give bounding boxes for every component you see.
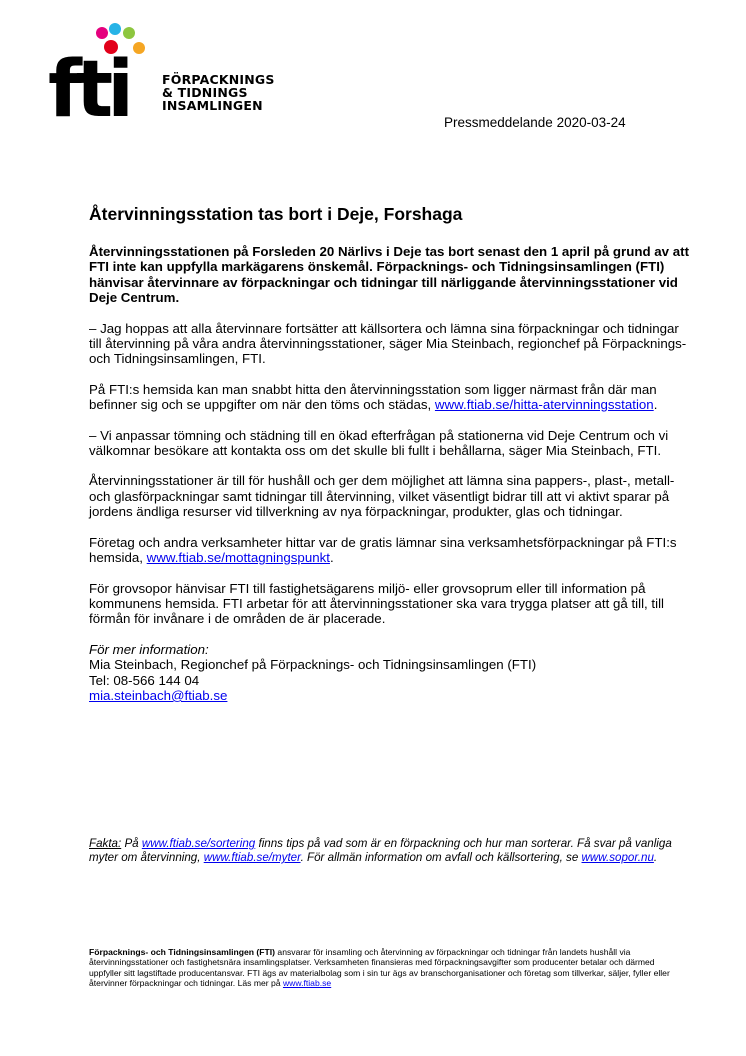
press-release-date: Pressmeddelande 2020-03-24 [444, 115, 626, 130]
paragraph-bulky-waste: För grovsopor hänvisar FTI till fastighetsägarens miljö- eller grovsoprum eller till information på kommunens hemsida. FTI arbetar för att återvinningsstationer ska vara trygga platser att gå till, till förmån för invånare i de områden de är placerade. [89, 580, 664, 627]
contact-heading: För mer information: [89, 641, 209, 657]
paragraph-businesses [89, 535, 689, 566]
page-title: Återvinningsstation tas bort i Deje, Forshaga [89, 204, 463, 224]
fakta-label: Fakta: [89, 837, 122, 850]
punctuation: . [653, 397, 658, 413]
fakta-box [89, 837, 689, 865]
about-text: ansvarar för insamling och återvinning av förpackningar och tidningar från landets hushåll via återvinningsstationer och fastighetsnära insamlingsplatser. Verksamheten finansieras med förpackningsavgifter som producenter betalar och därmed uppfyller sitt lagstiftade producentansvar. FTI ägs av materialbolag som i sin tur ägs av branschorganisationer och företag som tillverkar, säljer, fyller eller återvinner förpackningar och tidningar. Läs mer på [89, 947, 670, 989]
logo-line-3: INSAMLINGEN [162, 98, 263, 113]
contact-block [89, 642, 689, 704]
contact-email-link[interactable]: mia.steinbach@ftiab.se [89, 687, 228, 703]
logo-dot-orange [133, 42, 145, 54]
fti-logo-mark [48, 22, 168, 122]
logo-line-1: FÖRPACKNINGS [162, 72, 275, 87]
lead-paragraph: Återvinningsstationen på Forsleden 20 Närlivs i Deje tas bort senast den 1 april på grund av att FTI inte kan uppfylla markägarens önskemål. Förpacknings- och Tidningsinsamlingen (FTI) hänvisar återvinnare av förpackningar och tidningar till närliggande återvinningsstationer vid Deje Centrum. [89, 244, 689, 306]
paragraph-station-finder [89, 382, 689, 413]
logo-dot-pink [96, 27, 108, 39]
paragraph-stations-info: Återvinningsstationer är till för hushåll och ger dem möjlighet att lämna sina pappers-, plast-, metall- och glasförpackningar samt tidningar till återvinning, vilket väsentligt bidrar till att vi aktivt sparar på jordens ändliga resurser vid tillverkning av nya förpackningar, produkter, glas och tidningar. [89, 473, 675, 520]
about-fti [89, 947, 689, 989]
sorting-link[interactable]: www.ftiab.se/sortering [141, 837, 256, 850]
paragraph-text: Företag och andra verksamheter hittar var de gratis lämnar sina verksamhetsförpackningar på FTI:s hemsida, [89, 534, 677, 566]
collection-point-link[interactable]: www.ftiab.se/mottagningspunkt [146, 550, 330, 566]
fakta-text: . För allmän information om avfall och källsortering, se [300, 851, 582, 864]
quote-paragraph-1: – Jag hoppas att alla återvinnare fortsätter att källsortera och lämna sina förpackningar och tidningar till återvinning på våra andra återvinningsstationer, säger Mia Steinbach, regionchef på Förpacknings- och Tidningsinsamlingen, FTI. [89, 320, 687, 367]
contact-phone: Tel: 08-566 144 04 [89, 672, 200, 688]
logo-letters: fti [48, 45, 128, 122]
sopor-link[interactable]: www.sopor.nu [581, 851, 654, 864]
myths-link[interactable]: www.ftiab.se/myter [203, 851, 301, 864]
fakta-text: . [653, 851, 658, 864]
quote-paragraph-2: – Vi anpassar tömning och städning till en ökad efterfrågan på stationerna vid Deje Centrum och vi välkomnar besökare att kontakta oss om det skulle bli fullt i behållarna, säger Mia Steinbach, FTI. [89, 427, 669, 459]
station-finder-link[interactable]: www.ftiab.se/hitta-atervinningsstation [434, 397, 654, 413]
logo-wordmark [162, 73, 275, 112]
ftiab-link[interactable]: www.ftiab.se [282, 978, 332, 989]
fakta-text: På [121, 837, 142, 850]
contact-name: Mia Steinbach, Regionchef på Förpacknings- och Tidningsinsamlingen (FTI) [89, 657, 537, 673]
about-org-name: Förpacknings- och Tidningsinsamlingen (FTI) [89, 947, 276, 957]
article-body [89, 244, 689, 703]
punctuation: . [329, 550, 334, 566]
fakta-text: finns tips på vad som är en förpackning och hur man sorterar. Få svar på vanliga myter om återvinning, [89, 837, 672, 864]
logo-dot-blue [109, 23, 121, 35]
logo-line-2: & TIDNINGS [162, 85, 248, 100]
logo-dot-green [123, 27, 135, 39]
paragraph-text: På FTI:s hemsida kan man snabbt hitta den återvinningsstation som ligger närmast från där man befinner sig och se uppgifter om när den töms och städas, [89, 381, 657, 413]
